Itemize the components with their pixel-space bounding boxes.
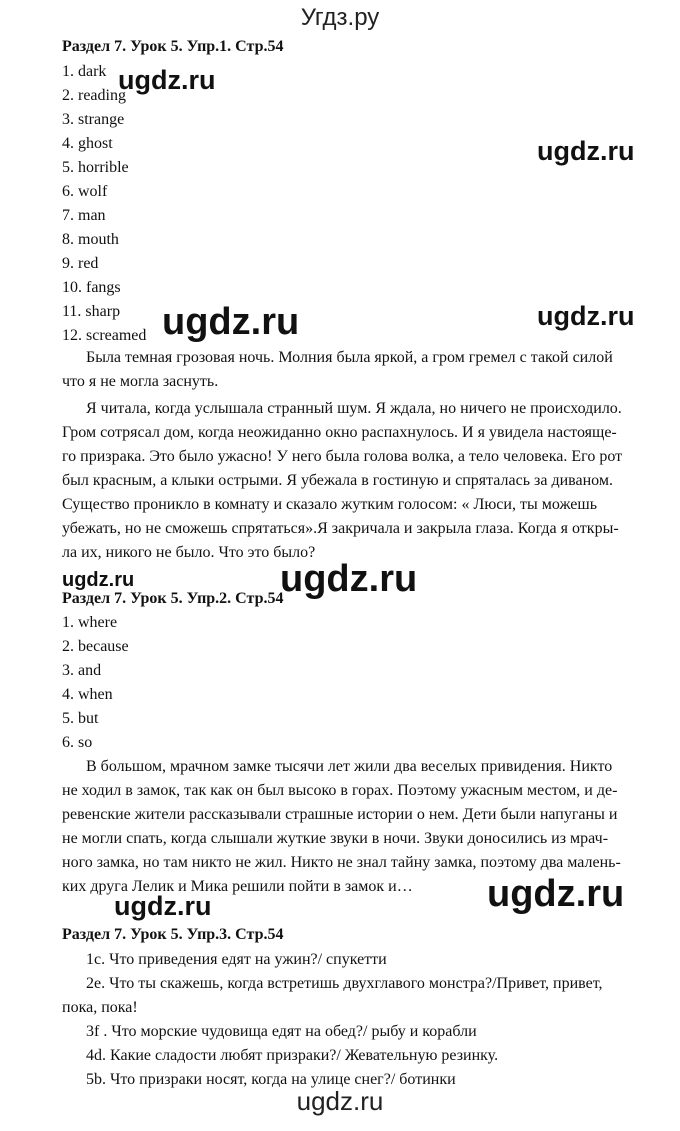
text-line: ла их, никого не было. Что это было? [62,544,316,561]
watermark: ugdz.ru [114,891,212,921]
section-1-answer-list [62,60,146,348]
text-line: не могли спать, когда слышали жуткие звуки в ночи. Звуки доносились из мрач- [62,830,609,847]
list-item: 2. reading [62,87,126,104]
list-item: 12. screamed [62,327,147,344]
list-item: 4. when [62,686,113,703]
text-line: убежать, но не сможешь спрятаться».Я закричала и закрыла глаза. Когда я откры- [62,520,619,537]
text-line: 2e. Что ты скажешь, когда встретишь двухглавого монстра?/Привет, привет, [86,975,603,992]
watermark: ugdz.ru [537,301,635,331]
text-line: Была темная грозовая ночь. Молния была яркой, а гром гремел с такой силой [86,349,613,366]
section-1-paragraph-1 [62,346,666,394]
text-line: Гром сотрясал дом, когда неожиданно окно распахнулось. И я увидела настояще- [62,424,617,441]
watermark: ugdz.ru [118,65,216,95]
text-line: пока, пока! [62,999,138,1016]
list-item: 6. wolf [62,183,108,200]
watermark: ugdz.ru [62,569,135,591]
list-item: 3. and [62,662,102,679]
section-1-heading: Раздел 7. Урок 5. Упр.1. Стр.54 [62,38,284,55]
section-3-heading: Раздел 7. Урок 5. Упр.3. Стр.54 [62,926,284,943]
list-item: 4. ghost [62,135,113,152]
text-line: ких друга Лелик и Мика решили пойти в замок и… [62,878,413,895]
list-item: 6. so [62,734,93,751]
text-line: 5b. Что призраки носят, когда на улице снег?/ ботинки [86,1071,456,1088]
list-item: 8. mouth [62,231,119,248]
site-footer-url: ugdz.ru [296,1086,384,1116]
list-item: 5. horrible [62,159,129,176]
text-line: что я не могла заснуть. [62,373,219,390]
list-item: 1. where [62,614,118,631]
watermark: ugdz.ru [280,558,418,600]
section-1-paragraph-2 [62,397,666,565]
text-line: го призрака. Это было ужасно! У него была голова волка, а тело человека. Его рот [62,448,623,465]
list-item: 11. sharp [62,303,121,320]
text-line: не ходил в замок, так как он был высоко в горах. Поэтому ужасным местом, и де- [62,782,618,799]
list-item: 7. man [62,207,106,224]
text-line: 1c. Что приведения едят на ужин?/ спукетти [86,951,387,968]
text-line: ного замка, но там никто не жил. Никто не знал тайну замка, поэтому два малень- [62,854,621,871]
watermark: ugdz.ru [487,873,625,915]
list-item: 9. red [62,255,99,272]
section-3-answers [62,948,666,1092]
text-line: Я читала, когда услышала странный шум. Я ждала, но ничего не происходило. [86,400,622,417]
text-line: 4d. Какие сладости любят призраки?/ Жевательную резинку. [86,1047,499,1064]
list-item: 5. but [62,710,99,727]
section-2-answer-list [62,611,129,755]
list-item: 3. strange [62,111,125,128]
list-item: 1. dark [62,63,107,80]
list-item: 2. because [62,638,129,655]
watermark: ugdz.ru [537,136,635,166]
section-2-heading: Раздел 7. Урок 5. Упр.2. Стр.54 [62,590,284,607]
text-line: Существо проникло в комнату и сказало жутким голосом: « Люси, ты можешь [62,496,597,513]
watermark: ugdz.ru [162,301,300,343]
list-item: 10. fangs [62,279,121,296]
site-header-title: Угдз.ру [300,4,380,31]
text-line: был красным, а клыки острыми. Я убежала в гостиную и спряталась за диваном. [62,472,613,489]
text-line: 3f . Что морские чудовища едят на обед?/ рыбу и корабли [86,1023,477,1040]
text-line: В большом, мрачном замке тысячи лет жили два веселых привидения. Никто [86,758,613,775]
text-line: ревенские жители рассказывали страшные истории о нем. Дети были напуганы и [62,806,618,823]
